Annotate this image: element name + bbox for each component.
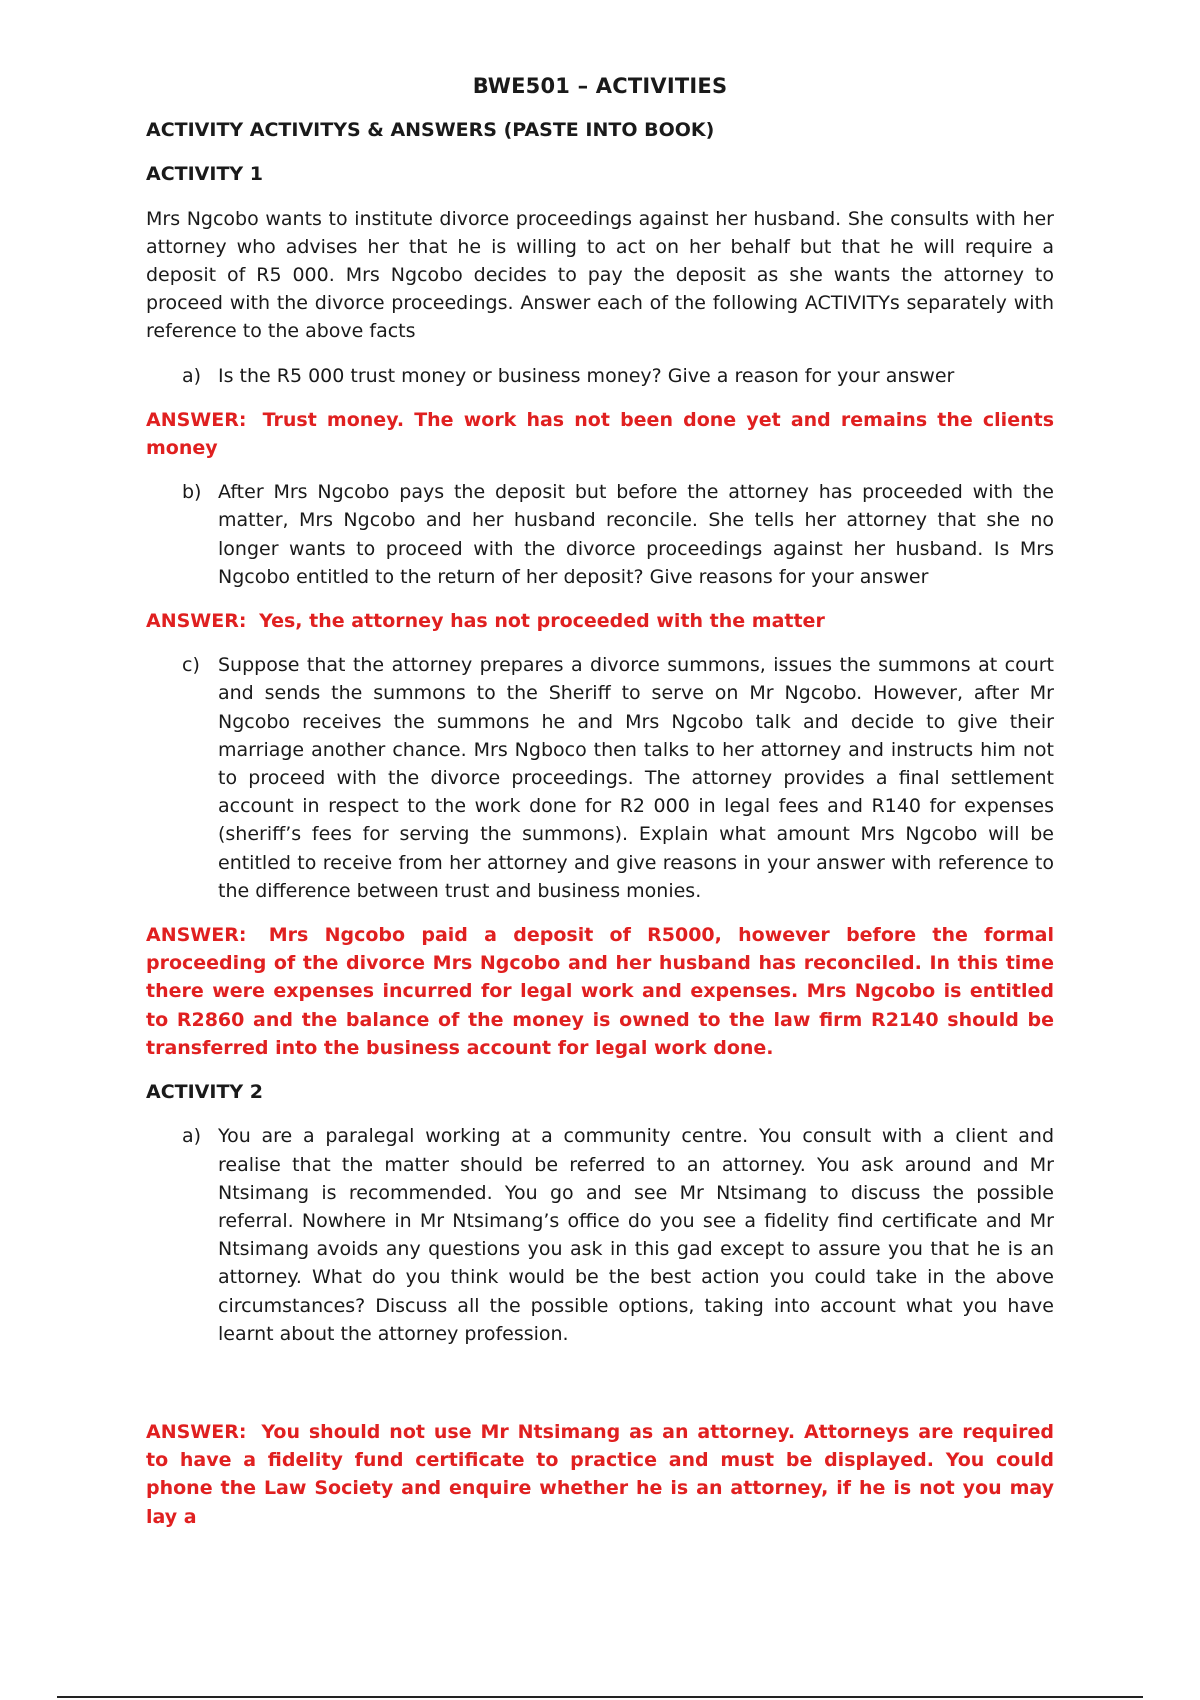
- question-label: a): [182, 1125, 202, 1148]
- document-subtitle: ACTIVITY ACTIVITYS & ANSWERS (PASTE INTO BOOK): [146, 119, 715, 142]
- answer-text: Trust money. The work has not been done yet and remains the clients money: [146, 408, 1055, 460]
- question-text: Is the R5 000 trust money or business money? Give a reason for your answer: [218, 364, 955, 387]
- activity-2-answer-a: [146, 1418, 1054, 1531]
- question-label: a): [182, 364, 202, 387]
- activity-1-answer-b: [146, 607, 1054, 635]
- activity-1-intro: Mrs Ngcobo wants to institute divorce proceedings against her husband. She consults with her attorney who advises her that he is willing to act on her behalf but that he will require a deposit of R5 000. Mrs Ngcobo decides to pay the deposit as she wants the attorney to proceed with the divorce proceedings. Answer each of the following ACTIVITYs separately with reference to the above facts: [146, 207, 1054, 343]
- page-bottom-rule: [57, 1696, 1143, 1698]
- answer-text: You should not use Mr Ntsimang as an attorney. Attorneys are required to have a fidelity fund certificate to practice and must be displayed. You could phone the Law Society and enquire whether he is an attorney, if he is not you may lay a: [146, 1420, 1054, 1528]
- question-text: Suppose that the attorney prepares a divorce summons, issues the summons at court and sends the summons to the Sheriff to serve on Mr Ngcobo. However, after Mr Ngcobo receives the summons he and Mrs Ngcobo talk and decide to give their marriage another chance. Mrs Ngboco then talks to her attorney and instructs him not to proceed with the divorce proceedings. The attorney provides a final settlement account in respect to the work done for R2 000 in legal fees and R140 for expenses (sheriff’s fees for serving the summons). Explain what amount Mrs Ngcobo will be entitled to receive from her attorney and give reasons in your answer with reference to the difference between trust and business monies.: [218, 654, 1054, 902]
- activity-2-heading: ACTIVITY 2: [146, 1081, 264, 1104]
- activity-1-question-b: [182, 478, 1054, 591]
- question-label: b): [182, 481, 202, 504]
- question-text: You are a paralegal working at a community centre. You consult with a client and realise that the matter should be referred to an attorney. You ask around and Mr Ntsimang is recommended. You go and see Mr Ntsimang to discuss the possible referral. Nowhere in Mr Ntsimang’s office do you see a fidelity find certificate and Mr Ntsimang avoids any questions you ask in this gad except to assure you that he is an attorney. What do you think would be the best action you could take in the above circumstances? Discuss all the possible options, taking into account what you have learnt about the attorney profession.: [218, 1125, 1054, 1345]
- activity-1-heading: ACTIVITY 1: [146, 163, 264, 186]
- answer-label: ANSWER:: [146, 924, 247, 947]
- answer-text: Yes, the attorney has not proceeded with the matter: [259, 610, 825, 633]
- document-title: BWE501 – ACTIVITIES: [472, 74, 728, 98]
- answer-text: Mrs Ngcobo paid a deposit of R5000, however before the formal proceeding of the divorce Mrs Ngcobo and her husband has reconciled. In this time there were expenses incurred for legal work and expenses. Mrs Ngcobo is entitled to R2860 and the balance of the money is owned to the law firm R2140 should be transferred into the business account for legal work done.: [146, 924, 1054, 1059]
- answer-label: ANSWER:: [146, 408, 247, 431]
- activity-1-question-c: [182, 651, 1054, 905]
- activity-1-answer-a: [146, 406, 1054, 462]
- question-label: c): [182, 654, 200, 677]
- activity-1-question-a: [182, 362, 1054, 390]
- activity-2-question-a: [182, 1122, 1054, 1348]
- answer-label: ANSWER:: [146, 1420, 247, 1443]
- question-text: After Mrs Ngcobo pays the deposit but before the attorney has proceeded with the matter, Mrs Ngcobo and her husband reconcile. She tells her attorney that she no longer wants to proceed with the divorce proceedings against her husband. Is Mrs Ngcobo entitled to the return of her deposit? Give reasons for your answer: [218, 481, 1054, 588]
- document-content: [146, 72, 1054, 1531]
- answer-label: ANSWER:: [146, 610, 247, 633]
- activity-1-answer-c: [146, 921, 1054, 1062]
